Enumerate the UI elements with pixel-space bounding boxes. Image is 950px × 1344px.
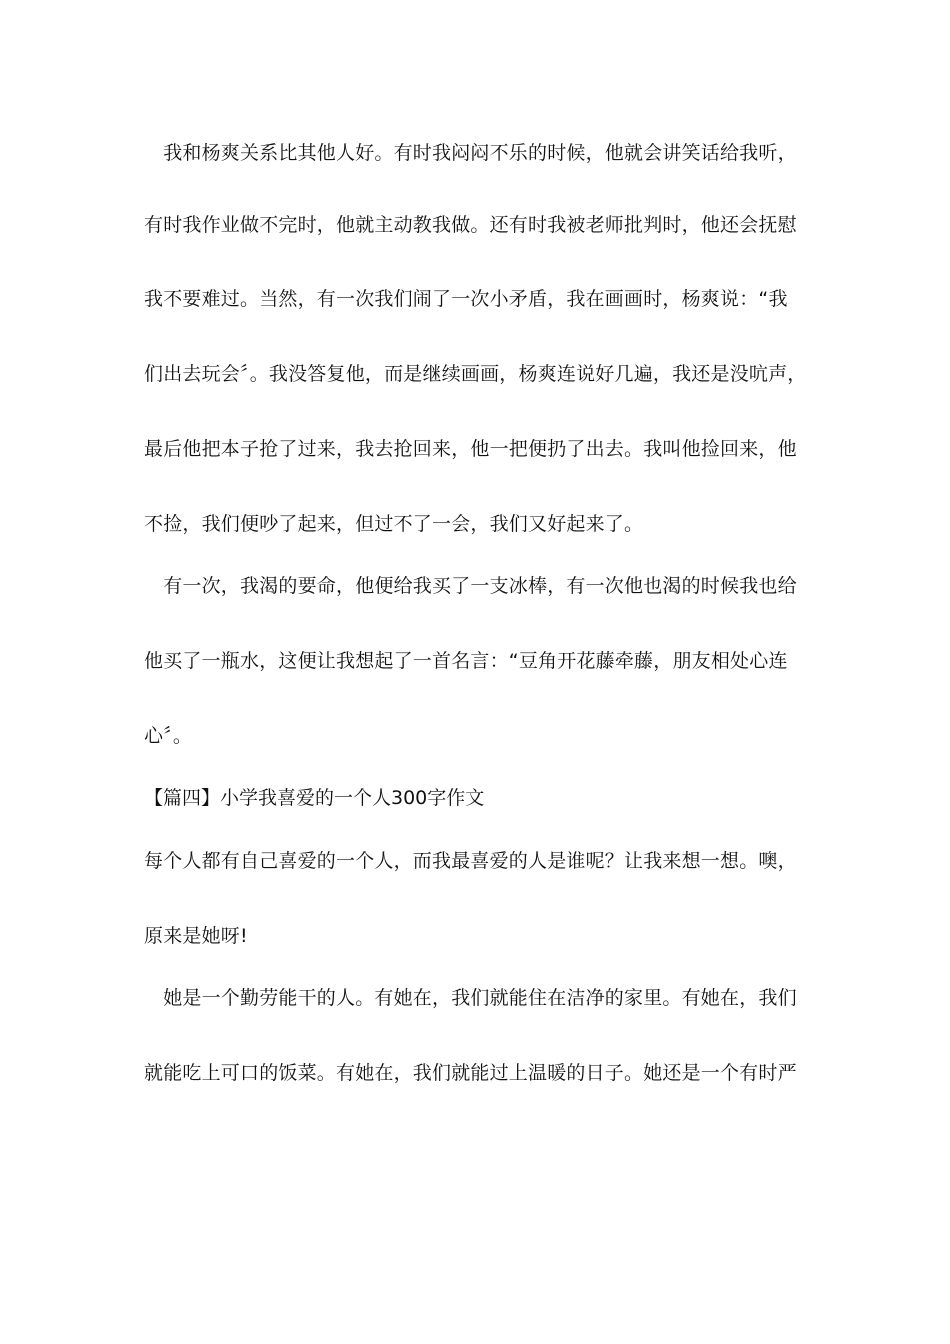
section-heading: 【篇四】小学我喜爱的一个人300字作文 [144, 787, 485, 809]
paragraph-line: 我不要难过。当然，有一次我们闹了一次小矛盾，我在画画时，杨爽说：“我 [144, 288, 788, 310]
paragraph-line: 不捡，我们便吵了起来，但过不了一会，我们又好起来了。 [144, 513, 644, 535]
paragraph-line: 原来是她呀! [144, 925, 248, 947]
paragraph-line: 有时我作业做不完时，他就主动教我做。还有时我被老师批判时，他还会抚慰 [144, 214, 797, 236]
paragraph-line: 有一次，我渴的要命，他便给我买了一支冰棒，有一次他也渴的时候我也给 [144, 575, 797, 597]
paragraph-line: 每个人都有自己喜爱的一个人，而我最喜爱的人是谁呢？让我来想一想。噢， [144, 850, 797, 872]
paragraph-line: 就能吃上可口的饭菜。有她在，我们就能过上温暖的日子。她还是一个有时严 [144, 1062, 797, 1084]
paragraph-line: 我和杨爽关系比其他人好。有时我闷闷不乐的时候，他就会讲笑话给我听， [144, 142, 797, 164]
paragraph-line: 她是一个勤劳能干的人。有她在，我们就能住在洁净的家里。有她在，我们 [144, 987, 797, 1009]
paragraph-line: 心〞。 [144, 725, 193, 747]
paragraph-line: 最后他把本子抢了过来，我去抢回来，他一把便扔了出去。我叫他捡回来，他 [144, 438, 797, 460]
paragraph-line: 他买了一瓶水，这便让我想起了一首名言：“豆角开花藤牵藤，朋友相处心连 [144, 650, 788, 672]
paragraph-line: 们出去玩会〞。我没答复他，而是继续画画，杨爽连说好几遍，我还是没吭声， [144, 363, 807, 385]
